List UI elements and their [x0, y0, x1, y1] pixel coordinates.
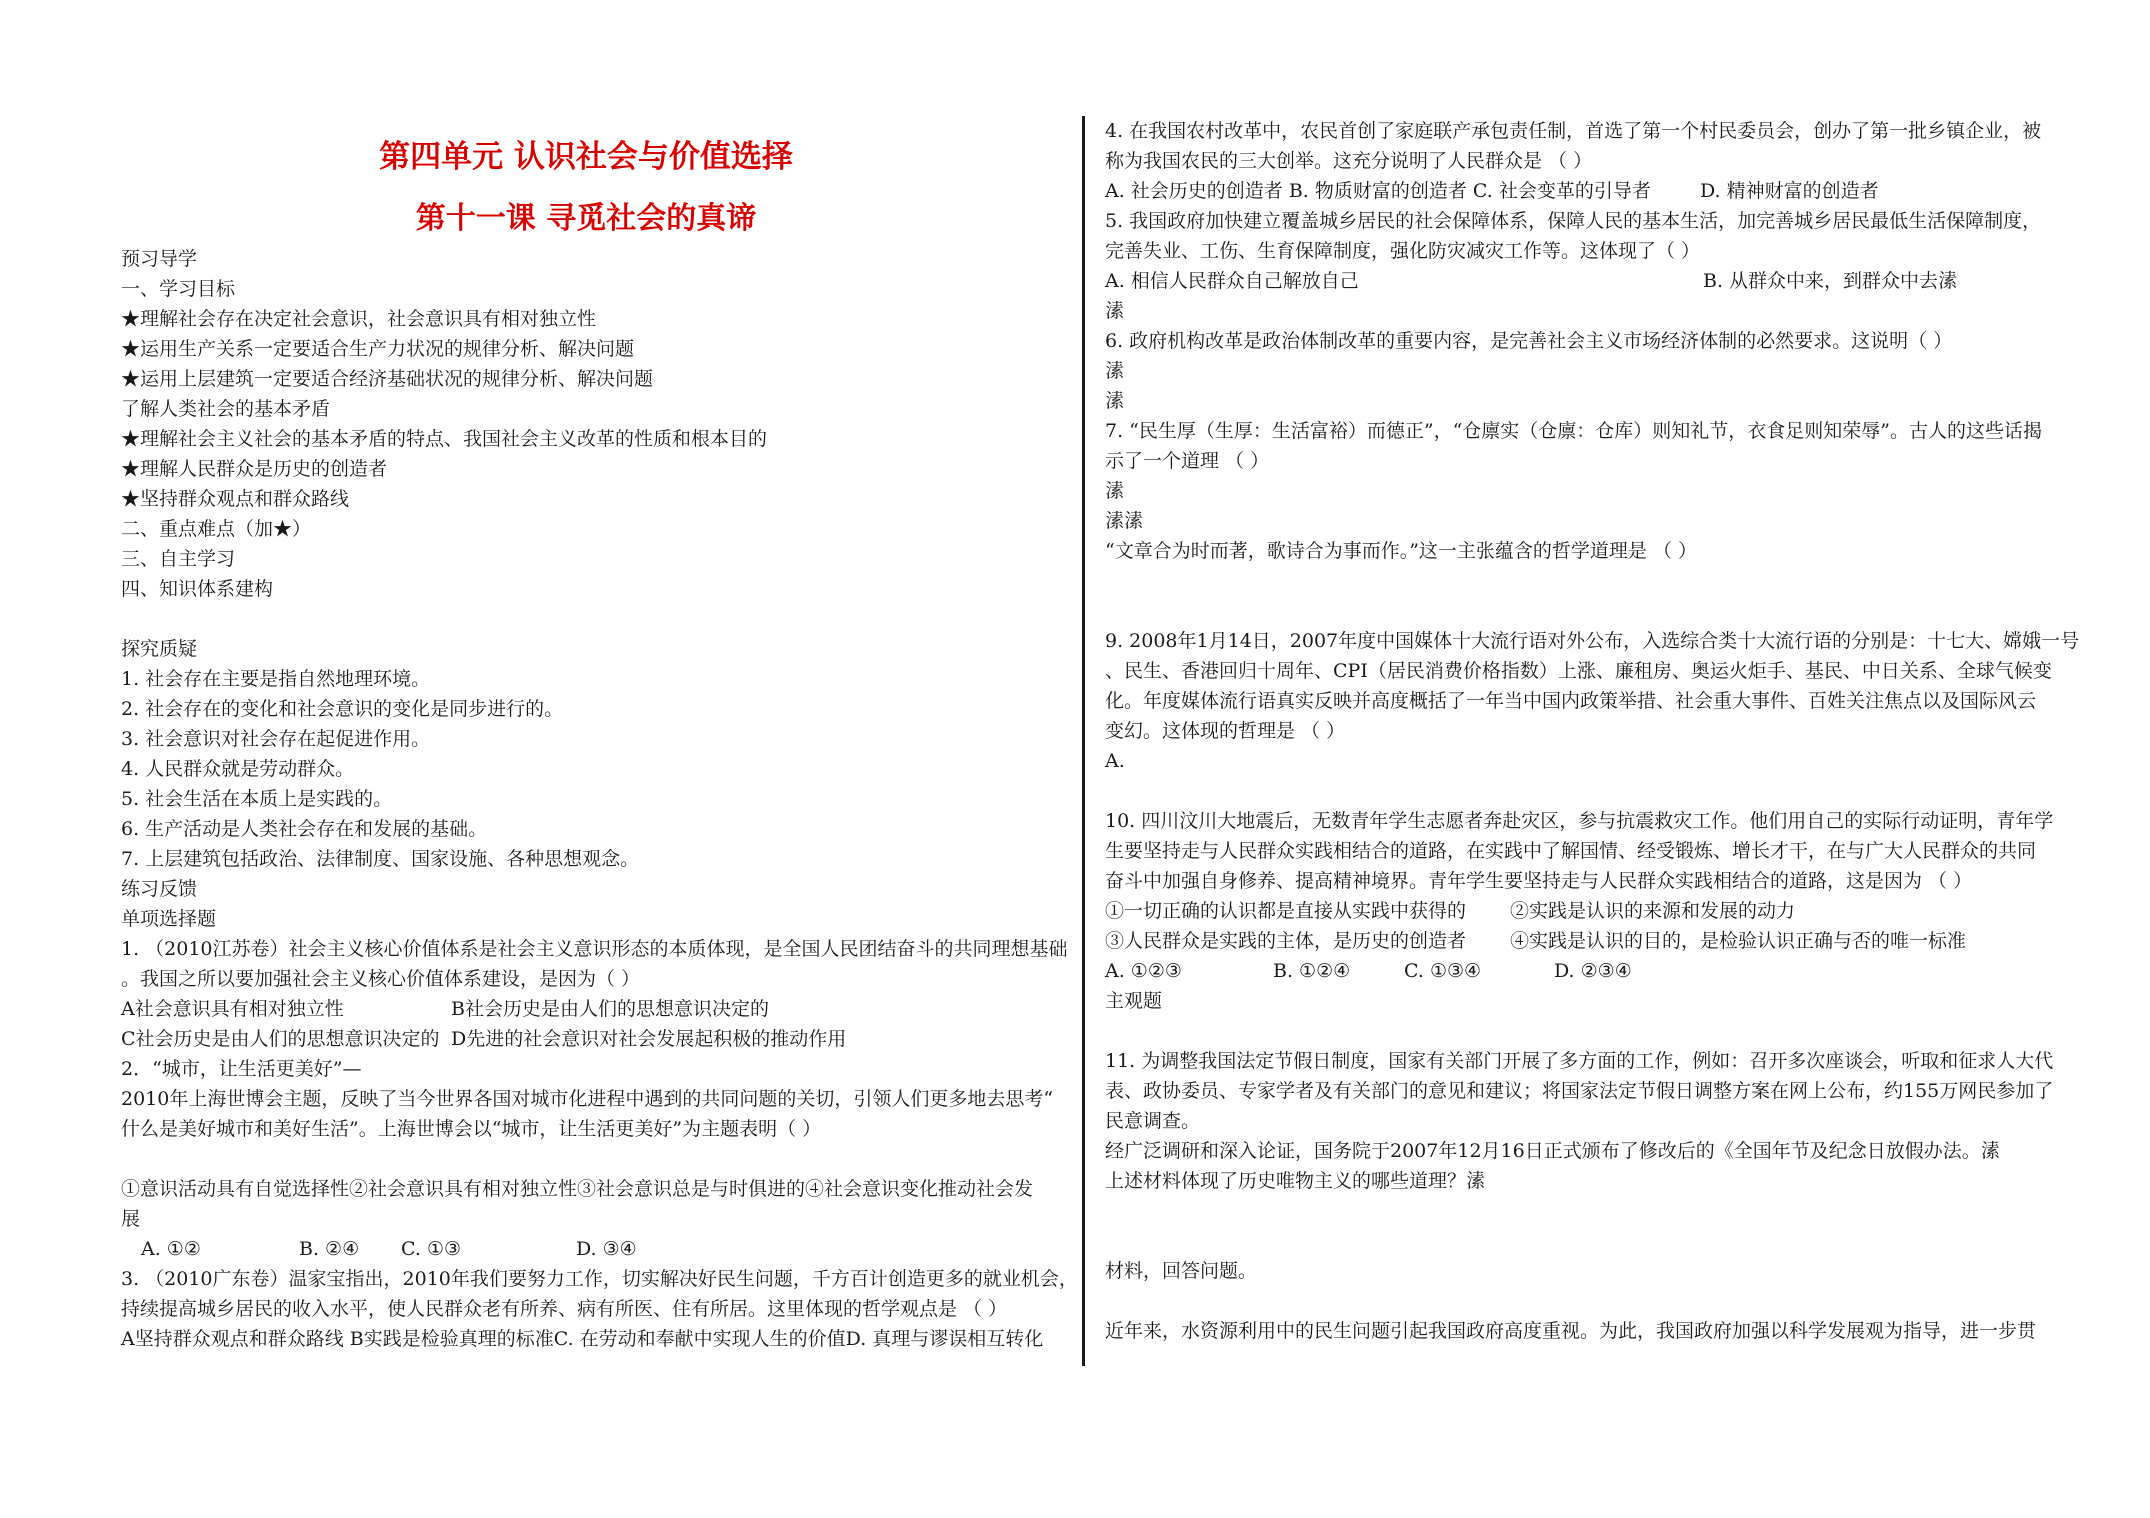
q5-option-b: B. 从群众中来，到群众中去溸: [1703, 270, 1958, 292]
q2-option-d: D. ③④: [576, 1238, 637, 1260]
q5-stem: 完善失业、工伤、生育保障制度，强化防灾减灾工作等。这体现了（ ）: [1105, 240, 1701, 262]
q5-options-row: [1105, 266, 2040, 296]
inquiry-item: 4. 人民群众就是劳动群众。: [121, 758, 355, 780]
q1-option-c: C社会历史是由人们的思想意识决定的: [121, 1028, 440, 1050]
q9-stem: 化。年度媒体流行语真实反映并高度概括了一年当中国内政策举措、社会重大事件、百姓关注焦点以及国际风云: [1105, 690, 2037, 712]
q2-stem: 2．“城市，让生活更美好”—: [121, 1058, 362, 1080]
inquiry-item: 7. 上层建筑包括政治、法律制度、国家设施、各种思想观念。: [121, 848, 640, 870]
q8-stem: “文章合为时而著，歌诗合为事而作。”这一主张蕴含的哲学道理是 （ ）: [1105, 540, 1698, 562]
q11-question: 上述材料体现了历史唯物主义的哪些道理？溸: [1105, 1170, 1486, 1192]
goal-item: ★理解社会主义社会的基本矛盾的特点、我国社会主义改革的性质和根本目的: [121, 428, 768, 450]
subjective-heading: 主观题: [1105, 990, 1163, 1012]
inquiry-item: 1. 社会存在主要是指自然地理环境。: [121, 668, 431, 690]
q10-option-c: C. ①③④: [1404, 960, 1482, 982]
residual-text: 溸: [1105, 300, 1125, 322]
goal-item: ★运用生产关系一定要适合生产力状况的规律分析、解决问题: [121, 338, 635, 360]
q1-option-b: B社会历史是由人们的思想意识决定的: [451, 998, 769, 1020]
q10-option-b: B. ①②④: [1273, 960, 1351, 982]
q1-stem: 。我国之所以要加强社会主义核心价值体系建设，是因为（ ）: [121, 968, 641, 990]
q4-option-d: D. 精神财富的创造者: [1700, 180, 1879, 202]
q10-option-d: D. ②③④: [1554, 960, 1632, 982]
q3-options: A坚持群众观点和群众路线 B实践是检验真理的标准C. 在劳动和奉献中实现人生的价值D. 真理与谬误相互转化: [121, 1328, 1044, 1350]
column-divider: [1082, 116, 1085, 1366]
goal-item: ★运用上层建筑一定要适合经济基础状况的规律分析、解决问题: [121, 368, 654, 390]
q10-statements-row: [1105, 896, 2040, 926]
q3-stem: 持续提高城乡居民的收入水平，使人民群众老有所养、病有所医、住有所居。这里体现的哲学观点是 （ ）: [121, 1298, 1008, 1320]
residual-text: 溸: [1105, 480, 1125, 502]
key-points-heading: 二、重点难点（加★）: [121, 518, 312, 540]
residual-text: 溸: [1105, 390, 1125, 412]
q10-options-row: [1105, 956, 2040, 986]
q2-option-c: C. ①③: [401, 1238, 462, 1260]
q1-stem: 1. （2010江苏卷）社会主义核心价值体系是社会主义意识形态的本质体现，是全国人民团结奋斗的共同理想基础: [121, 938, 1068, 960]
q12-stem: 近年来，水资源利用中的民生问题引起我国政府高度重视。为此，我国政府加强以科学发展观为指导，进一步贯: [1105, 1320, 2037, 1342]
q6-stem: 6. 政府机构改革是政治体制改革的重要内容，是完善社会主义市场经济体制的必然要求。这说明（ ）: [1105, 330, 1953, 352]
goal-item: ★坚持群众观点和群众路线: [121, 488, 350, 510]
q5-option-a: A. 相信人民群众自己解放自己: [1105, 270, 1359, 292]
self-study-heading: 三、自主学习: [121, 548, 236, 570]
inquiry-item: 5. 社会生活在本质上是实践的。: [121, 788, 393, 810]
q10-statements-row: [1105, 926, 2040, 956]
q2-option-a: A. ①②: [141, 1238, 201, 1260]
inquiry-heading: 探究质疑: [121, 638, 198, 660]
q3-stem: 3. （2010广东卷）温家宝指出，2010年我们要努力工作，切实解决好民生问题，千方百计创造更多的就业机会，: [121, 1268, 1078, 1290]
q10-stem: 奋斗中加强自身修养、提高精神境界。青年学生要坚持走与人民群众实践相结合的道路，这是因为 （ ）: [1105, 870, 1973, 892]
q2-stem: 2010年上海世博会主题，反映了当今世界各国对城市化进程中遇到的共同问题的关切，引领人们更多地去思考“: [121, 1088, 1054, 1110]
goals-heading: 一、学习目标: [121, 278, 236, 300]
goal-item: 了解人类社会的基本矛盾: [121, 398, 331, 420]
q12-stem: 材料，回答问题。: [1105, 1260, 1258, 1282]
q11-stem: 经广泛调研和深入论证，国务院于2007年12月16日正式颁布了修改后的《全国年节及纪念日放假办法。溸: [1105, 1140, 2000, 1162]
right-column: [1105, 116, 2080, 1346]
q2-option-b: B. ②④: [299, 1238, 360, 1260]
q11-stem: 民意调查。: [1105, 1110, 1201, 1132]
q2-statements: 展: [121, 1208, 141, 1230]
q5-stem: 5. 我国政府加快建立覆盖城乡居民的社会保障体系，保障人民的基本生活，加完善城乡居民最低生活保障制度，: [1105, 210, 2042, 232]
q1-option-a: A社会意识具有相对独立性: [121, 998, 344, 1020]
knowledge-heading: 四、知识体系建构: [121, 578, 274, 600]
preview-heading: 预习导学: [121, 248, 198, 270]
q2-options-row: [121, 1234, 1051, 1264]
q9-option-a: A.: [1105, 750, 1125, 772]
goal-item: ★理解社会存在决定社会意识，社会意识具有相对独立性: [121, 308, 597, 330]
q2-statements: ①意识活动具有自觉选择性②社会意识具有相对独立性③社会意识总是与时俱进的④社会意识变化推动社会发: [121, 1178, 1034, 1200]
practice-heading: 练习反馈: [121, 878, 198, 900]
goal-item: ★理解人民群众是历史的创造者: [121, 458, 388, 480]
q7-stem: 7. “民生厚（生厚：生活富裕）而德正”，“仓廪实（仓廪：仓库）则知礼节，衣食足则知荣辱”。古人的这些话揭: [1105, 420, 2043, 442]
q2-stem: 什么是美好城市和美好生活”。上海世博会以“城市，让生活更美好”为主题表明（ ）: [121, 1118, 822, 1140]
q9-stem: 、民生、香港回归十周年、CPI（居民消费价格指数）上涨、廉租房、奥运火炬手、基民、中日关系、全球气候变: [1105, 660, 2052, 682]
inquiry-item: 3. 社会意识对社会存在起促进作用。: [121, 728, 431, 750]
single-choice-heading: 单项选择题: [121, 908, 217, 930]
q7-stem: 示了一个道理 （ ）: [1105, 450, 1270, 472]
lesson-title: 第十一课 寻觅社会的真谛: [415, 201, 757, 236]
q10-statement-1: ①一切正确的认识都是直接从实践中获得的: [1105, 900, 1467, 922]
residual-text: 溸: [1105, 360, 1125, 382]
q4-options-abc: A. 社会历史的创造者 B. 物质财富的创造者 C. 社会变革的引导者: [1105, 180, 1651, 202]
unit-title: 第四单元 认识社会与价值选择: [379, 139, 793, 175]
q10-stem: 10. 四川汶川大地震后，无数青年学生志愿者奔赴灾区，参与抗震救灾工作。他们用自己的实际行动证明，青年学: [1105, 810, 2054, 832]
left-column: [121, 116, 1078, 1354]
q11-stem: 11. 为调整我国法定节假日制度，国家有关部门开展了多方面的工作，例如：召开多次座谈会，听取和征求人大代: [1105, 1050, 2054, 1072]
q10-statement-3: ③人民群众是实践的主体，是历史的创造者: [1105, 930, 1467, 952]
residual-text: 溸溸: [1105, 510, 1144, 532]
q10-stem: 生要坚持走与人民群众实践相结合的道路，在实践中了解国情、经受锻炼、增长才干，在与广大人民群众的共同: [1105, 840, 2037, 862]
q10-statement-4: ④实践是认识的目的，是检验认识正确与否的唯一标准: [1510, 930, 1967, 952]
q10-statement-2: ②实践是认识的来源和发展的动力: [1510, 900, 1796, 922]
q4-stem: 4. 在我国农村改革中，农民首创了家庭联产承包责任制，首选了第一个村民委员会，创办了第一批乡镇企业，被: [1105, 120, 2042, 142]
inquiry-item: 6. 生产活动是人类社会存在和发展的基础。: [121, 818, 488, 840]
q4-stem: 称为我国农民的三大创举。这充分说明了人民群众是 （ ）: [1105, 150, 1593, 172]
q1-options-row: [121, 1024, 1051, 1054]
q9-stem: 变幻。这体现的哲理是 （ ）: [1105, 720, 1346, 742]
q9-stem: 9. 2008年1月14日，2007年度中国媒体十大流行语对外公布，入选综合类十大流行语的分别是：十七大、嫦娥一号: [1105, 630, 2080, 652]
q1-option-d: D先进的社会意识对社会发展起积极的推动作用: [451, 1028, 847, 1050]
q10-option-a: A. ①②③: [1105, 960, 1182, 982]
q4-options-row: [1105, 176, 2040, 206]
inquiry-item: 2. 社会存在的变化和社会意识的变化是同步进行的。: [121, 698, 564, 720]
q11-stem: 表、政协委员、专家学者及有关部门的意见和建议；将国家法定节假日调整方案在网上公布，约155万网民参加了: [1105, 1080, 2054, 1102]
q1-options-row: [121, 994, 1051, 1024]
